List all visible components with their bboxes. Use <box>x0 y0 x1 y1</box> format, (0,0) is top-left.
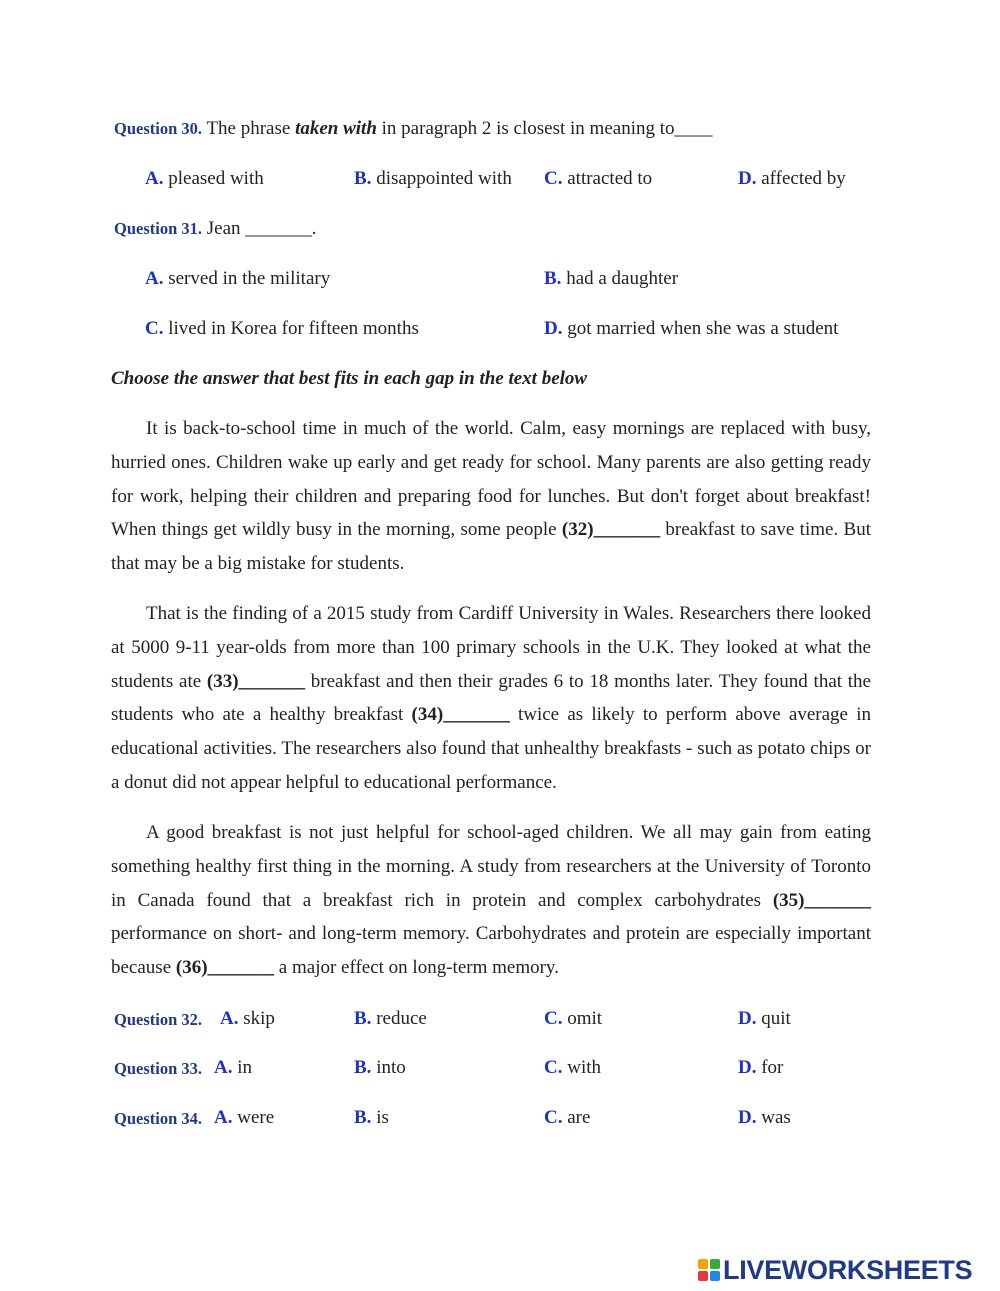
question-34-label: Question 34. <box>114 1109 203 1128</box>
passage-paragraph-2: That is the finding of a 2015 study from Cardiff University in Wales. Researchers there looked at 5000 9-11 year-olds from more than 100 primary schools in the U.K. They looked at what the students ate (33)_______ breakfast and then their grades 6 to 18 months later. They found that the students who ate a healthy breakfast (34)_______ twice as likely to perform above average in educational activities. The researchers also found that unhealthy breakfasts - such as potato chips or a donut did not appear helpful to educational performance. <box>111 603 871 793</box>
q33-option-c[interactable]: C. with <box>544 1057 602 1078</box>
question-31-label: Question 31. <box>114 219 203 238</box>
q30-option-d[interactable]: D. affected by <box>738 168 846 189</box>
q34-option-a[interactable]: A. were <box>214 1107 275 1128</box>
question-33-label: Question 33. <box>114 1059 203 1078</box>
logo-square-3 <box>698 1271 708 1281</box>
q30-option-a[interactable]: A. pleased with <box>145 168 264 189</box>
gap-32[interactable]: (32)_______ <box>561 519 661 541</box>
q31-option-d[interactable]: D. got married when she was a student <box>544 318 839 339</box>
q31-option-a[interactable]: A. served in the military <box>145 268 331 289</box>
question-30-stem: Question 30. The phrase taken with in paragraph 2 is closest in meaning to____ <box>114 118 713 139</box>
question-32-label: Question 32. <box>114 1010 203 1029</box>
q34-option-c[interactable]: C. are <box>544 1107 591 1128</box>
q32-option-c[interactable]: C. omit <box>544 1008 603 1029</box>
question-31-stem: Question 31. Jean _______. <box>114 218 317 239</box>
passage-paragraph-3: A good breakfast is not just helpful for school-aged children. We all may gain from eating something healthy first thing in the morning. A study from researchers at the University of Toronto in Canada found that a breakfast rich in protein and complex carbohydrates (35)_______ performance on short- and long-term memory. Carbohydrates and protein are especially important because (36)_______ a major effect on long-term memory. <box>111 822 871 979</box>
gap-36[interactable]: (36)_______ <box>175 957 275 979</box>
q33-option-a[interactable]: A. in <box>214 1057 253 1078</box>
question-30-label: Question 30. <box>114 119 203 138</box>
q31-option-c[interactable]: C. lived in Korea for fifteen months <box>145 318 419 339</box>
section-instruction: Choose the answer that best fits in each gap in the text below <box>111 368 588 389</box>
q34-option-b[interactable]: B. is <box>354 1107 389 1128</box>
q30-option-c[interactable]: C. attracted to <box>544 168 653 189</box>
q30-option-b[interactable]: B. disappointed with <box>354 168 512 189</box>
q32-option-d[interactable]: D. quit <box>738 1008 791 1029</box>
logo-square-2 <box>710 1259 720 1269</box>
logo-square-1 <box>698 1259 708 1269</box>
logo-text: LIVEWORKSHEETS <box>723 1254 973 1285</box>
logo-square-4 <box>710 1271 720 1281</box>
q32-option-a[interactable]: A. skip <box>220 1008 275 1029</box>
gap-35[interactable]: (35)_______ <box>772 889 871 911</box>
gap-34[interactable]: (34)_______ <box>411 704 510 726</box>
passage-paragraph-1: It is back-to-school time in much of the world. Calm, easy mornings are replaced with busy, hurried ones. Children wake up early and get ready for school. Many parents are also getting ready for work, helping their children and preparing food for lunches. But don't forget about breakfast! When things get wildly busy in the morning, some people (32)_______ breakfast to save time. But that may be a big mistake for students. <box>111 418 871 575</box>
q33-option-b[interactable]: B. into <box>354 1057 406 1078</box>
q31-option-b[interactable]: B. had a daughter <box>544 268 679 289</box>
q32-option-b[interactable]: B. reduce <box>354 1008 427 1029</box>
logo-grid-icon <box>698 1259 720 1281</box>
q33-option-d[interactable]: D. for <box>738 1057 784 1078</box>
key-phrase: taken with <box>295 118 377 139</box>
q34-option-d[interactable]: D. was <box>738 1107 791 1128</box>
liveworksheets-logo[interactable] <box>698 1253 972 1287</box>
gap-33[interactable]: (33)_______ <box>206 670 306 692</box>
